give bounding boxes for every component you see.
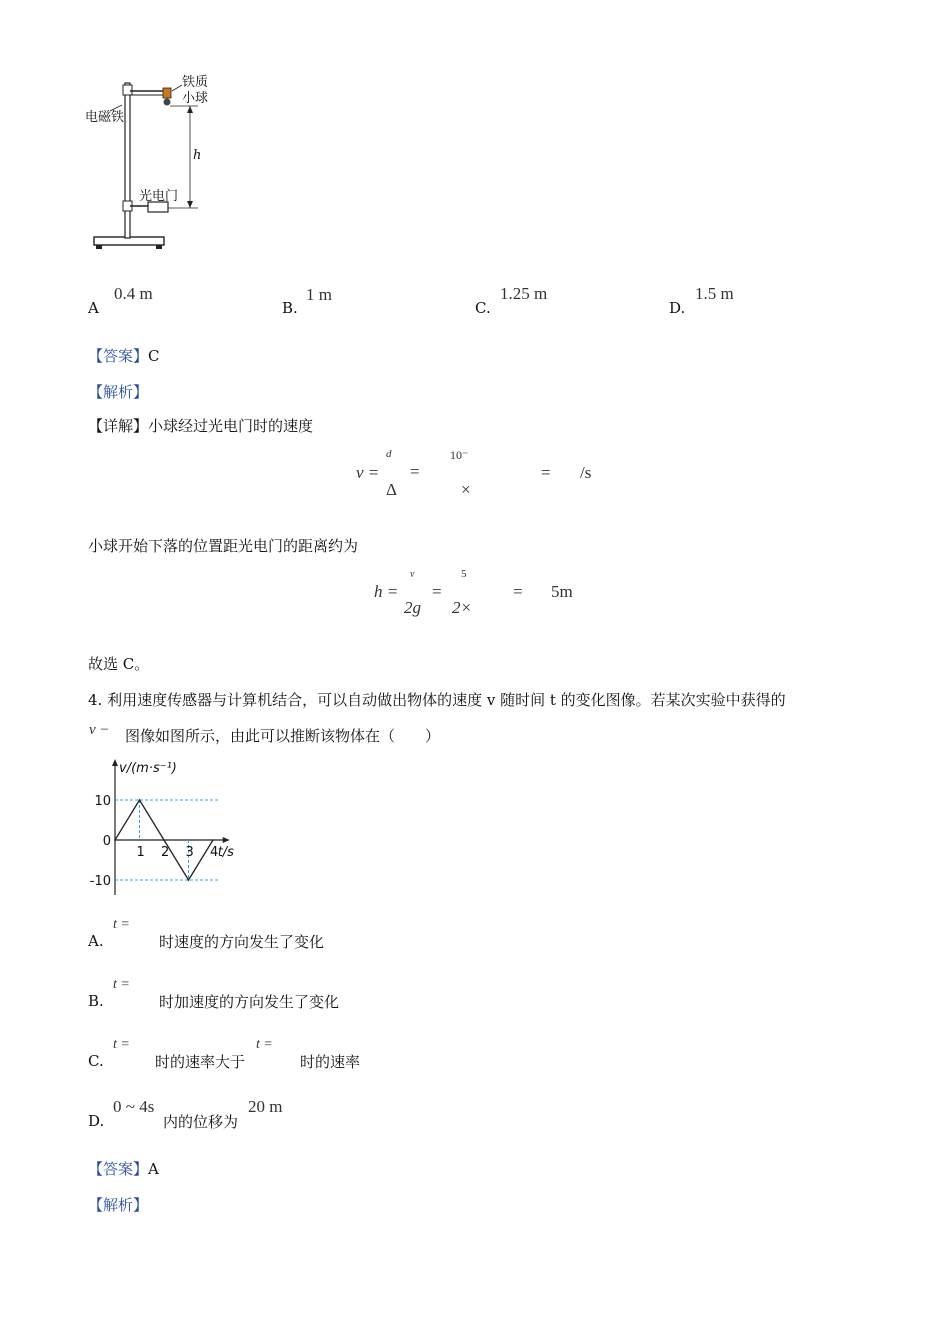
q4-option-d-math: 0 ~ 4s: [113, 1097, 155, 1116]
q4-answer-tag: 【答案】: [88, 1160, 149, 1178]
q3-option-d-letter: D.: [669, 299, 686, 317]
eq2-result: 5m: [551, 582, 573, 601]
eq2-den2: 2×: [452, 598, 472, 617]
electromagnet: [163, 88, 171, 98]
q3-option-b-letter: B.: [282, 299, 298, 317]
x-tick-label: 1: [136, 845, 145, 860]
q4-stem-line1: 4. 利用速度传感器与计算机结合，可以自动做出物体的速度 v 随时间 t 的变化图像。若某次实验中获得的: [88, 691, 786, 709]
q4-option-c-text: 时的速率大于: [155, 1053, 246, 1071]
conclusion: 故选 C。: [88, 655, 150, 673]
y-tick-label: -10: [89, 874, 111, 889]
q3-option-c-value: 1.25 m: [500, 284, 548, 303]
q3-answer-line: [88, 345, 160, 366]
eq1-minus: =: [410, 462, 420, 481]
data-point: [212, 839, 214, 841]
y-axis-arrow: [112, 759, 118, 766]
eq2-den: 2g: [404, 598, 421, 617]
iron-ball: [164, 99, 171, 106]
eq1-num: d: [386, 448, 392, 460]
data-point: [114, 839, 116, 841]
q4-option-b-letter: B.: [88, 992, 104, 1010]
answer-value: C: [148, 347, 160, 365]
eq1-eq: =: [541, 463, 551, 482]
q4-option-c-math2: t =: [256, 1037, 273, 1052]
x-tick-label: 3: [185, 845, 194, 860]
eq1-lhs: v =: [356, 463, 380, 482]
eq2-num2: 5: [461, 568, 467, 580]
y-tick-label: 0: [102, 834, 111, 849]
q3-option-a-value: 0.4 m: [114, 284, 153, 303]
q3-option-c-letter: C.: [475, 299, 491, 317]
eq1-num2: 10⁻: [450, 448, 469, 462]
q4-answer-line: [88, 1158, 159, 1179]
detail-line: [88, 415, 313, 436]
q4-answer-value: A: [148, 1160, 159, 1178]
eq1-unit: /s: [580, 463, 592, 482]
q3-option-a-letter: A: [88, 299, 99, 317]
stand-pole: [125, 83, 130, 238]
q4-option-b-text: 时加速度的方向发生了变化: [159, 993, 340, 1011]
data-point: [188, 879, 190, 881]
q4-option-a-letter: A.: [88, 932, 104, 950]
q4-option-b-math: t =: [113, 977, 130, 992]
x-tick-label: 4: [210, 845, 219, 860]
eq2-num: v: [410, 569, 415, 580]
q4-option-a-text: 时速度的方向发生了变化: [159, 933, 325, 951]
x-axis-label: t/s: [217, 845, 234, 860]
y-axis-label: v/(m·s⁻¹): [119, 761, 177, 776]
vt-chart: [85, 755, 265, 895]
x-tick-label: 2: [161, 845, 170, 860]
q4-option-c-letter: C.: [88, 1052, 104, 1070]
q4-option-d-letter: D.: [88, 1112, 105, 1130]
eq2-eq2: =: [513, 582, 523, 601]
q4-option-d-text: 内的位移为: [163, 1113, 239, 1131]
detail-tag: 【详解】: [88, 417, 149, 435]
q4-analysis-tag: 【解析】: [88, 1196, 149, 1214]
q4-stem-vt: v −: [89, 722, 110, 738]
data-point: [163, 839, 165, 841]
q4-option-d-math2: 20 m: [248, 1097, 283, 1116]
data-point: [139, 799, 141, 801]
q3-option-d-value: 1.5 m: [695, 284, 734, 303]
analysis-tag: 【解析】: [88, 383, 149, 401]
eq1-den2: ×: [461, 480, 471, 499]
detail-text: 小球经过光电门时的速度: [148, 417, 314, 435]
answer-tag: 【答案】: [88, 347, 149, 365]
q4-option-c-math: t =: [113, 1037, 130, 1052]
q3-option-b-value: 1 m: [306, 285, 332, 304]
label-h: h: [193, 148, 202, 163]
eq2-eq1: =: [432, 582, 442, 601]
label-ball-line2: 小球: [182, 91, 209, 106]
label-ball-line1: 铁质: [182, 75, 209, 90]
y-tick-label: 10: [94, 794, 111, 809]
label-magnet: 电磁铁: [85, 110, 125, 125]
q4-option-a-math: t =: [113, 917, 130, 932]
eq2-lhs: h =: [374, 582, 399, 601]
q4-option-c-text2: 时的速率: [300, 1053, 361, 1071]
eq1-den: Δ: [386, 480, 397, 499]
label-photogate: 光电门: [139, 189, 179, 204]
distance-text: 小球开始下落的位置距光电门的距离约为: [88, 537, 359, 555]
q4-stem-line2: 图像如图所示，由此可以推断该物体在（ ）: [125, 727, 441, 745]
x-axis-arrow: [223, 837, 230, 843]
